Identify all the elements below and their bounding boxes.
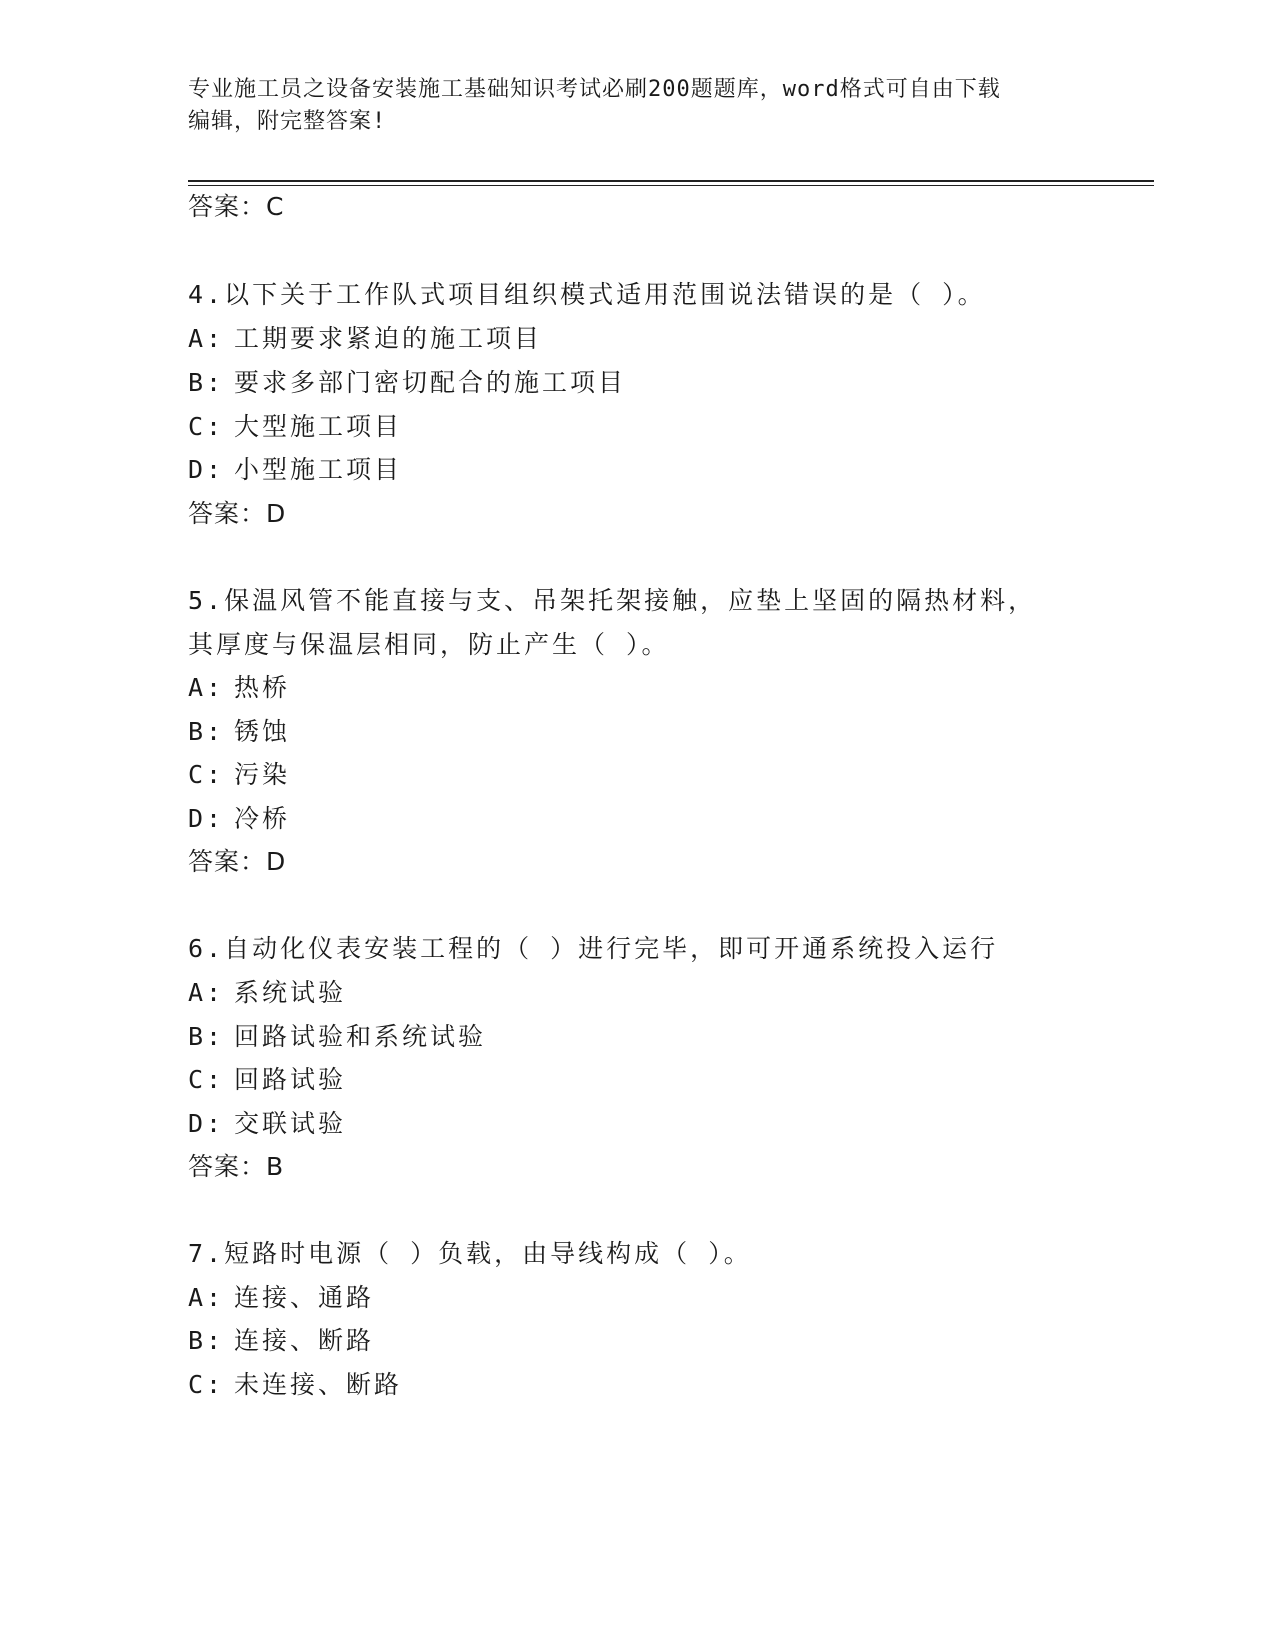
option-text: 回路试验 [234,1065,347,1094]
question-7-option-a [188,1281,374,1315]
previous-answer: 答案：C [188,192,285,221]
question-6-option-d [188,1107,346,1141]
question-4-option-c [188,410,402,444]
option-letter: A: [188,324,225,353]
option-letter: C: [188,412,225,441]
option-text: 连接、断路 [234,1326,375,1355]
option-text: 工期要求紧迫的施工项目 [234,324,543,353]
option-text: 要求多部门密切配合的施工项目 [234,368,627,397]
option-letter: D: [188,455,225,484]
question-5-option-b [188,715,290,749]
option-text: 大型施工项目 [234,412,403,441]
question-4-option-d [188,453,402,487]
option-letter: A: [188,1283,225,1312]
header-divider [188,180,1154,182]
question-5-option-a [188,671,290,705]
question-4-option-a [188,322,542,356]
option-letter: A: [188,978,225,1007]
header-line-2: 编辑，附完整答案! [188,109,387,134]
header-line-1: 专业施工员之设备安装施工基础知识考试必刷200题题库，word格式可自由下载 [188,77,1001,102]
option-text: 热桥 [234,673,291,702]
option-letter: B: [188,1326,225,1355]
option-letter: C: [188,760,225,789]
option-text: 系统试验 [234,978,347,1007]
question-6-option-b [188,1020,486,1054]
question-7-option-c [188,1368,402,1402]
question-4-option-b [188,366,626,400]
question-6-answer: 答案：B [188,1152,285,1181]
question-5-stem-line-2: 其厚度与保温层相同，防止产生（ ）。 [188,630,670,659]
question-7-option-b [188,1324,374,1358]
option-letter: B: [188,368,225,397]
question-6-option-a [188,976,346,1010]
option-text: 未连接、断路 [234,1370,403,1399]
option-letter: B: [188,717,225,746]
option-letter: D: [188,1109,225,1138]
option-text: 小型施工项目 [234,455,403,484]
question-4-stem: 4.以下关于工作队式项目组织模式适用范围说法错误的是（ ）。 [188,280,986,309]
option-text: 冷桥 [234,804,291,833]
option-text: 回路试验和系统试验 [234,1022,487,1051]
option-letter: C: [188,1370,225,1399]
option-letter: D: [188,804,225,833]
option-text: 连接、通路 [234,1283,375,1312]
option-letter: A: [188,673,225,702]
question-5-answer: 答案：D [188,847,287,876]
question-5-option-d [188,802,290,836]
question-7-stem: 7.短路时电源（ ）负载，由导线构成（ ）。 [188,1239,752,1268]
option-text: 交联试验 [234,1109,347,1138]
question-6-option-c [188,1063,346,1097]
question-5-option-c [188,758,290,792]
option-letter: C: [188,1065,225,1094]
question-4-answer: 答案：D [188,499,287,528]
question-5-stem-line-1: 5.保温风管不能直接与支、吊架托架接触，应垫上坚固的隔热材料， [188,586,1037,615]
question-6-stem: 6.自动化仪表安装工程的（ ）进行完毕，即可开通系统投入运行 [188,934,999,963]
option-text: 锈蚀 [234,717,291,746]
document-header [188,74,1068,138]
header-divider-thin [188,185,1154,186]
option-letter: B: [188,1022,225,1051]
option-text: 污染 [234,760,291,789]
